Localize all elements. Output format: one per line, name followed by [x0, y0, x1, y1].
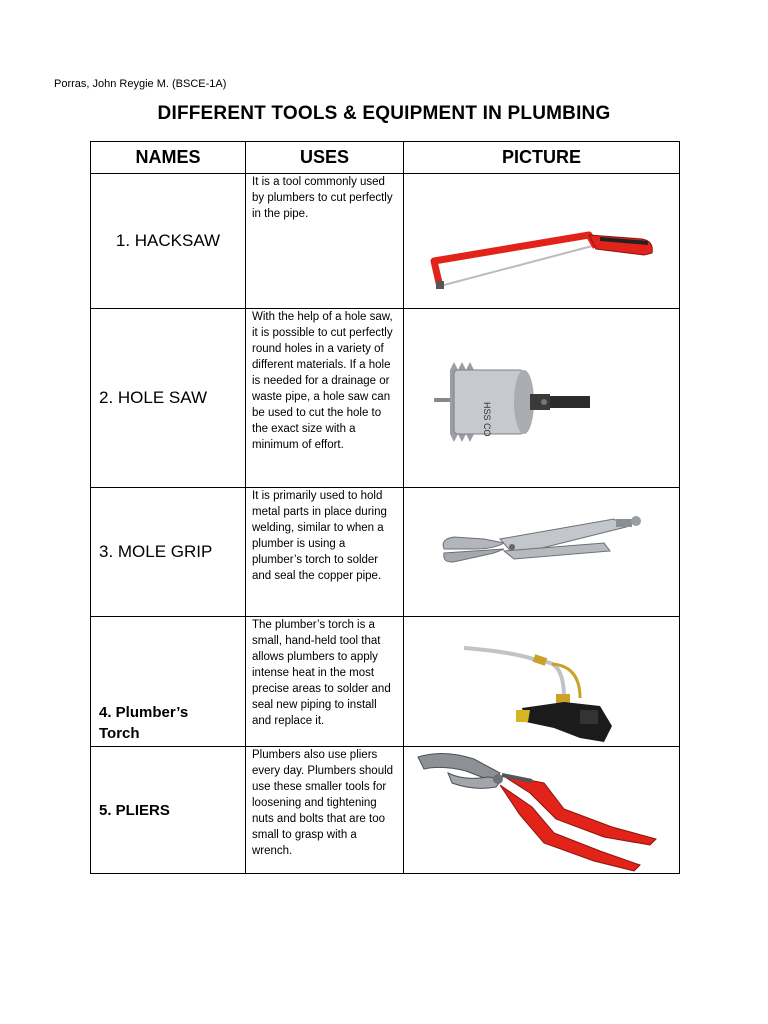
- author-line: Porras, John Reygie M. (BSCE-1A): [54, 78, 227, 90]
- tool-name: 1. HACKSAW: [115, 231, 221, 250]
- header-uses: USES: [246, 142, 404, 174]
- tool-picture-cell: [404, 488, 680, 617]
- tool-name: 4. Plumber’s Torch: [99, 704, 189, 742]
- tool-name-cell: [91, 617, 246, 747]
- tool-picture-cell: [404, 309, 680, 488]
- header-row: [91, 142, 680, 174]
- tool-picture-cell: [404, 174, 680, 309]
- tool-use-text: Plumbers also use pliers every day. Plumbers should use these smaller tools for loosening and tightening nuts and bolts that are too small to grasp with a wrench.: [252, 749, 394, 857]
- table-row: [91, 617, 680, 747]
- tool-use-cell: [246, 309, 404, 488]
- tool-use-text: With the help of a hole saw, it is possible to cut perfectly round holes in a variety of different materials. If a hole is needed for a drainage or waste pipe, a hole saw can be used to cut the hole to the exact size with a minimum of effort.: [252, 311, 393, 451]
- tool-picture-cell: [404, 747, 680, 874]
- tool-name-cell: [91, 309, 246, 488]
- tool-name-cell: [91, 174, 246, 309]
- tool-name-cell: [91, 488, 246, 617]
- document-title: DIFFERENT TOOLS & EQUIPMENT IN PLUMBING: [157, 103, 611, 124]
- table-row: [91, 309, 680, 488]
- header-names: NAMES: [91, 142, 246, 174]
- pliers-icon: [404, 747, 678, 872]
- tool-use-cell: [246, 174, 404, 309]
- table-row: [91, 488, 680, 617]
- table-row: [91, 747, 680, 874]
- tool-use-text: It is primarily used to hold metal parts in place during welding, similar to when a plumber is using a plumber’s torch to solder and seal the copper pipe.: [252, 490, 387, 582]
- tool-name: 5. PLIERS: [99, 801, 170, 819]
- tool-name: 3. MOLE GRIP: [99, 542, 213, 561]
- tool-name: 2. HOLE SAW: [99, 388, 208, 407]
- header-picture: PICTURE: [404, 142, 680, 174]
- tools-table: [90, 141, 680, 874]
- tool-name-cell: [91, 747, 246, 874]
- hacksaw-icon: [404, 175, 678, 308]
- tool-picture-cell: [404, 617, 680, 747]
- tool-use-cell: [246, 747, 404, 874]
- tool-use-text: It is a tool commonly used by plumbers to cut perfectly in the pipe.: [252, 176, 393, 220]
- mole-grip-icon: [404, 489, 678, 616]
- hole-saw-label: HSS CO: [482, 401, 492, 437]
- plumbers-torch-icon: [404, 618, 678, 746]
- table-row: [91, 174, 680, 309]
- tool-use-cell: [246, 617, 404, 747]
- hole-saw-icon: [404, 310, 678, 487]
- tool-use-cell: [246, 488, 404, 617]
- tool-use-text: The plumber’s torch is a small, hand-held tool that allows plumbers to apply intense heat in the most precise areas to solder and seal new piping to install and replace it.: [252, 619, 391, 727]
